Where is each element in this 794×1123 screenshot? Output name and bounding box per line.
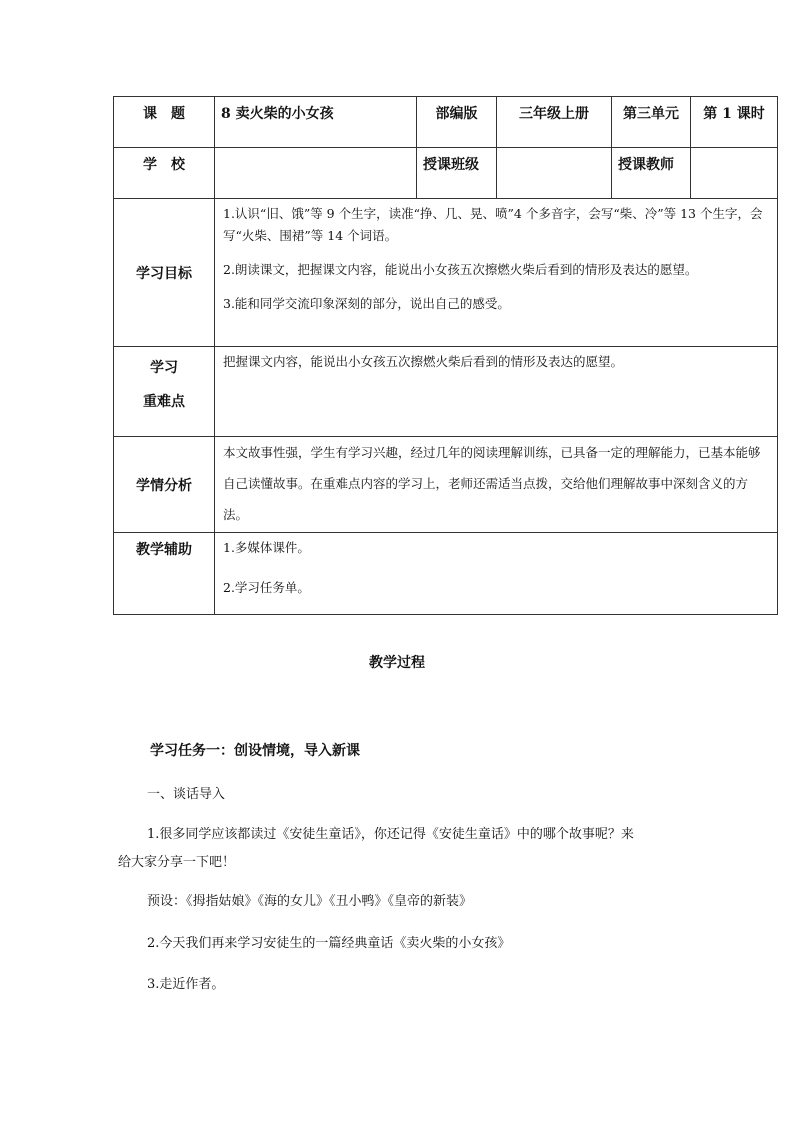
table-row-title (114, 97, 778, 148)
goals-content (215, 199, 778, 347)
table-row-analysis (114, 437, 778, 533)
label-keypoints (114, 347, 215, 437)
label-lesson-title: 课 题 (114, 97, 215, 148)
paragraph-3: 3.走近作者。 (147, 977, 225, 992)
table-row-goals (114, 199, 778, 347)
edition: 部编版 (417, 97, 497, 148)
lesson-title: 8 卖火柴的小女孩 (215, 97, 417, 148)
period: 第 1 课时 (691, 97, 778, 148)
table-row-aids (114, 533, 778, 615)
section-intro-talk: 一、谈话导入 (147, 787, 226, 802)
paragraph-1-line2: 给大家分享一下吧！ (118, 855, 236, 870)
label-aids: 教学辅助 (114, 533, 215, 615)
label-analysis: 学情分析 (114, 437, 215, 533)
table-row-school (114, 148, 778, 199)
label-teacher: 授课教师 (612, 148, 691, 199)
aid-item-2: 2.学习任务单。 (223, 580, 310, 595)
table-row-keypoints (114, 347, 778, 437)
grade: 三年级上册 (497, 97, 612, 148)
keypoints-content: 把握课文内容，能说出小女孩五次擦燃火柴后看到的情形及表达的愿望。 (215, 347, 778, 437)
preset-answers: 预设：《拇指姑娘》《海的女儿》《丑小鸭》《皇帝的新装》 (147, 894, 473, 909)
label-keypoints-line1: 学习 (150, 360, 178, 376)
section-title-process: 教学过程 (369, 655, 425, 671)
label-goals: 学习目标 (114, 199, 215, 347)
goal-item-1: 1.认识“旧、饿”等 9 个生字，读准“挣、几、晃、喷”4 个多音字，会写“柴、冷”等 13 个生字，会写“火柴、围裙”等 14 个词语。 (223, 206, 763, 243)
goal-item-3: 3.能和同学交流印象深刻的部分，说出自己的感受。 (223, 296, 510, 311)
unit: 第三单元 (612, 97, 691, 148)
school-value (215, 148, 417, 199)
aid-item-1: 1.多媒体课件。 (223, 540, 310, 555)
label-class: 授课班级 (417, 148, 497, 199)
lesson-info-table (113, 96, 778, 615)
analysis-content: 本文故事性强，学生有学习兴趣，经过几年的阅读理解训练，已具备一定的理解能力，已基本能够自己读懂故事。在重难点内容的学习上，老师还需适当点拨，交给他们理解故事中深刻含义的方法。 (215, 437, 778, 533)
class-value (497, 148, 612, 199)
label-school: 学 校 (114, 148, 215, 199)
goal-item-2: 2.朗读课文，把握课文内容，能说出小女孩五次擦燃火柴后看到的情形及表达的愿望。 (223, 262, 698, 277)
teacher-value (691, 148, 778, 199)
task1-heading: 学习任务一：创设情境，导入新课 (150, 743, 360, 759)
label-keypoints-line2: 重难点 (143, 394, 185, 410)
aids-content (215, 533, 778, 615)
paragraph-2: 2.今天我们再来学习安徒生的一篇经典童话《卖火柴的小女孩》 (147, 936, 511, 951)
paragraph-1-line1: 1.很多同学应该都读过《安徒生童话》，你还记得《安徒生童话》中的哪个故事呢？来 (147, 827, 634, 842)
